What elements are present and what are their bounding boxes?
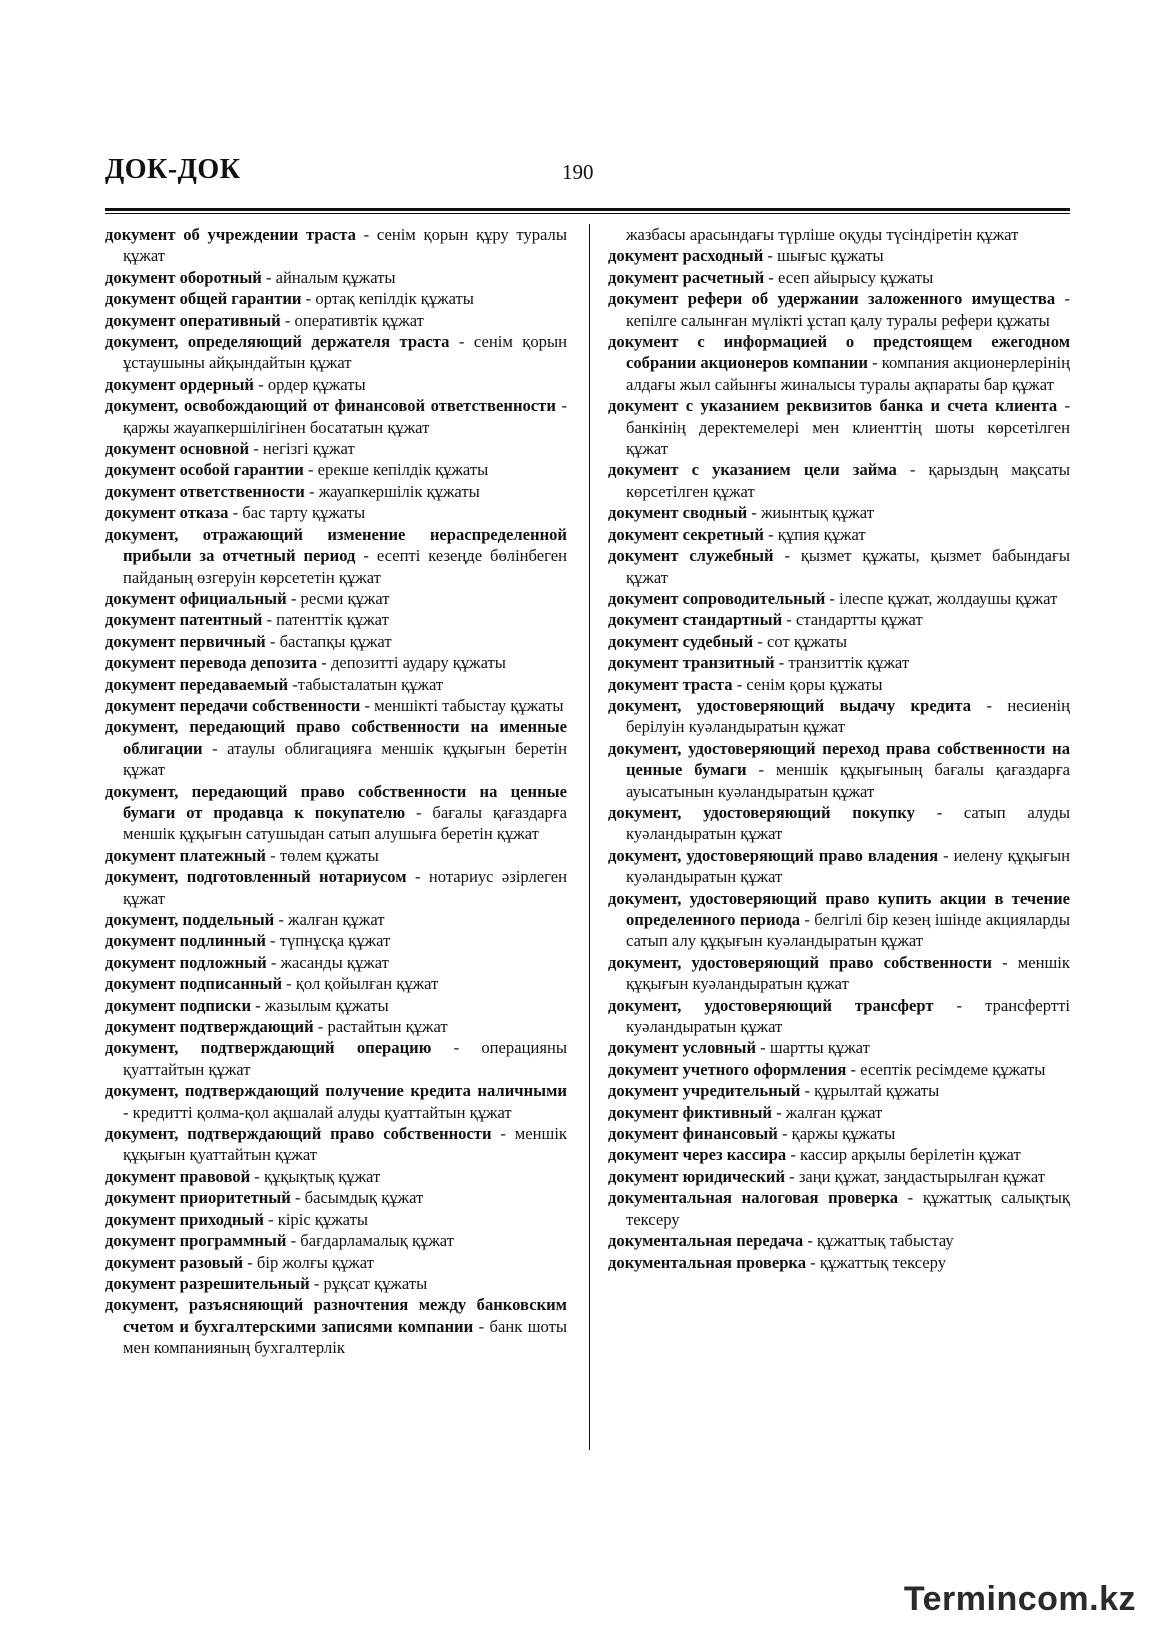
entry-definition: - есеп айырысу құжаты xyxy=(764,267,934,287)
entry-term: документ, подтверждающий право собственности xyxy=(105,1124,492,1144)
entry-definition: - банк шоты мен компанияның бухгалтерлік xyxy=(123,1316,567,1358)
dictionary-entry xyxy=(105,695,567,716)
dictionary-entry xyxy=(608,845,1070,888)
entry-term: документ передаваемый xyxy=(105,674,289,694)
entry-definition: - кассир арқылы берілетін құжат xyxy=(786,1145,1021,1165)
entry-definition: - қаржы жауапкершілігінен босататын құжат xyxy=(123,396,567,437)
entry-definition: - бағалы қағаздарға меншік құқығын сатушыдан сатып алушыға беретін құжат xyxy=(123,802,567,844)
dictionary-entry xyxy=(608,695,1070,738)
entry-term: документ особой гарантии xyxy=(105,460,304,480)
dictionary-entry xyxy=(105,909,567,930)
dictionary-entry xyxy=(105,310,567,331)
entry-term: документ приоритетный xyxy=(105,1188,291,1208)
dictionary-entry xyxy=(608,524,1070,545)
entry-term: документ траста xyxy=(608,674,733,694)
entry-definition: - құжаттық салықтық тексеру xyxy=(626,1188,1070,1229)
entry-definition: - белгілі бір кезең ішінде акцияларды сатып алу құқығын куәландыратын құжат xyxy=(626,910,1070,951)
entry-term: документ патентный xyxy=(105,610,263,630)
entry-definition: - сот құжаты xyxy=(753,631,847,651)
entry-term: документ официальный xyxy=(105,588,287,608)
dictionary-entry xyxy=(105,1037,567,1080)
entry-definition: - меншікті табыстау құжаты xyxy=(360,695,564,715)
entry-definition: - жалған құжат xyxy=(771,1102,883,1122)
dictionary-entry xyxy=(608,1080,1070,1101)
dictionary-entry xyxy=(608,674,1070,695)
entry-definition: - транзиттік құжат xyxy=(774,653,910,673)
continued-entry: жазбасы арасындағы түрліше оқуды түсіндіретін құжат xyxy=(626,225,1019,244)
entry-definition: - стандартты құжат xyxy=(782,610,923,630)
dictionary-entry xyxy=(105,1294,567,1358)
entry-definition: - ресми құжат xyxy=(286,588,390,608)
entry-term: документ сопроводительный xyxy=(608,588,826,608)
entry-term: документ об учреждении траста xyxy=(105,225,356,244)
entry-term: документальная налоговая проверка xyxy=(608,1188,899,1208)
entry-definition: - бағдарламалық құжат xyxy=(286,1231,454,1251)
dictionary-entry xyxy=(105,288,567,309)
dictionary-entry xyxy=(105,631,567,652)
entry-definition: - несиенің берілуін куәландыратын құжат xyxy=(626,695,1070,737)
entry-definition: -табысталатын құжат xyxy=(288,674,444,694)
entry-definition: - заңи құжат, заңдастырылған құжат xyxy=(785,1166,1046,1186)
entry-term: документ транзитный xyxy=(608,653,775,673)
entry-definition: - бас тарту құжаты xyxy=(228,503,366,523)
dictionary-entry xyxy=(105,1080,567,1123)
page-number: 190 xyxy=(562,160,594,184)
entry-term: документ юридический xyxy=(608,1166,786,1186)
entry-term: документ расходный xyxy=(608,246,764,266)
entry-term: документ с информацией о предстоящем ежегодном собрании акционеров компании xyxy=(608,332,1070,373)
dictionary-entry xyxy=(105,481,567,502)
entry-definition: - басымдық құжат xyxy=(290,1188,424,1208)
entry-definition: - оперативтік құжат xyxy=(280,310,424,330)
entry-term: документ условный xyxy=(608,1038,757,1058)
entry-definition: - депозитті аудару құжаты xyxy=(317,653,506,673)
dictionary-entry xyxy=(105,609,567,630)
entry-term: документ, определяющий держателя траста xyxy=(105,332,450,352)
entry-term: документ финансовый xyxy=(608,1124,778,1144)
dictionary-entry xyxy=(608,331,1070,395)
entry-term: документ, подтверждающий получение кредита наличными xyxy=(105,1081,567,1101)
dictionary-entry xyxy=(608,588,1070,609)
entry-definition: - төлем құжаты xyxy=(266,845,379,865)
entry-definition: - ілеспе құжат, жолдаушы құжат xyxy=(825,588,1058,608)
dictionary-entry xyxy=(105,652,567,673)
entry-definition: - трансфертті куәландыратын құжат xyxy=(626,995,1070,1037)
entry-term: документ, удостоверяющий переход права собственности на ценные бумаги xyxy=(608,738,1070,780)
entry-definition: - жалған құжат xyxy=(274,910,385,929)
entry-definition: - құжаттық тексеру xyxy=(806,1252,947,1272)
entry-term: документ, удостоверяющий право купить акции в течение определенного периода xyxy=(608,888,1070,929)
entry-definition: - банкінің деректемелері мен клиенттің шоты көрсетілген құжат xyxy=(626,396,1070,459)
dictionary-entry xyxy=(105,781,567,845)
entry-term: документ правовой xyxy=(105,1166,251,1186)
entry-term: документ служебный xyxy=(608,546,774,566)
entry-definition: - жасанды құжат xyxy=(266,952,389,972)
entry-term: документ учетного оформления xyxy=(608,1059,847,1079)
entry-term: документ, передающий право собственности на ценные бумаги от продавца к покупателю xyxy=(105,781,567,822)
entry-definition: - құрылтай құжаты xyxy=(800,1081,940,1101)
dictionary-entry xyxy=(608,502,1070,523)
dictionary-entry xyxy=(105,1123,567,1166)
entry-definition: - қол қойылған құжат xyxy=(282,974,439,994)
dictionary-entry xyxy=(608,1187,1070,1230)
dictionary-entry xyxy=(105,438,567,459)
entry-definition: - ерекше кепілдік құжаты xyxy=(303,460,489,480)
entry-definition: - кепілге салынған мүлікті ұстап қалу туралы рефери құжаты xyxy=(626,289,1070,330)
entry-definition: - меншік құқығын қуаттайтын құжат xyxy=(123,1124,567,1165)
entry-definition: - сенім қорын ұстаушыны айқындайтын құжат xyxy=(123,332,567,373)
entry-definition: - сенім қоры құжаты xyxy=(732,674,883,694)
entry-definition: - құпия құжат xyxy=(763,524,866,544)
entry-definition: - айналым құжаты xyxy=(261,267,396,287)
dictionary-entry xyxy=(608,1123,1070,1144)
entry-definition: - иелену құқығын куәландыратын құжат xyxy=(626,845,1070,887)
entry-term: документ первичный xyxy=(105,631,266,651)
entry-definition: - растайтын құжат xyxy=(313,1017,448,1037)
entry-definition: - рұқсат құжаты xyxy=(309,1273,428,1293)
dictionary-entry xyxy=(105,1252,567,1273)
dictionary-entry xyxy=(608,1059,1070,1080)
entry-definition: - ордер құжаты xyxy=(254,374,366,394)
entry-term: документ фиктивный xyxy=(608,1102,772,1122)
dictionary-entry xyxy=(608,1102,1070,1123)
entry-term: документ общей гарантии xyxy=(105,289,302,309)
entry-term: документальная проверка xyxy=(608,1252,807,1272)
dictionary-entry xyxy=(608,1252,1070,1273)
entry-term: документ основной xyxy=(105,439,250,459)
entry-term: документ, удостоверяющий право владения xyxy=(608,845,939,865)
entry-term: документ, передающий право собственности на именные облигации xyxy=(105,717,567,758)
dictionary-entry xyxy=(608,459,1070,502)
dictionary-entry xyxy=(105,866,567,909)
entry-term: документ, подтверждающий операцию xyxy=(105,1038,432,1058)
entry-definition: - есепті кезеңде бөлінбеген пайданың өзгеруін көрсететін құжат xyxy=(123,546,567,587)
entry-term: документ подлинный xyxy=(105,931,266,951)
entry-term: документ, поддельный xyxy=(105,910,275,929)
dictionary-entry xyxy=(105,930,567,951)
entry-term: документ отказа xyxy=(105,503,229,523)
entry-term: документ, освобождающий от финансовой ответственности xyxy=(105,396,556,416)
dictionary-entry xyxy=(608,288,1070,331)
entry-term: документ рефери об удержании заложенного имущества xyxy=(608,289,1056,309)
entry-definition: - ортақ кепілдік құжаты xyxy=(301,289,474,309)
entry-definition: - шығыс құжаты xyxy=(763,246,884,266)
dictionary-entry xyxy=(105,716,567,780)
header-rule xyxy=(105,208,1070,214)
entry-term: документ, отражающий изменение нераспределенной прибыли за отчетный период xyxy=(105,524,567,566)
entry-term: документ с указанием цели займа xyxy=(608,460,897,480)
entry-term: документ секретный xyxy=(608,524,764,544)
dictionary-entry xyxy=(105,459,567,480)
entry-term: документ ответственности xyxy=(105,481,305,501)
entry-term: документ оперативный xyxy=(105,310,281,330)
entry-term: документ подложный xyxy=(105,952,267,972)
dictionary-entry xyxy=(608,631,1070,652)
dictionary-entry xyxy=(608,802,1070,845)
dictionary-entry xyxy=(105,374,567,395)
dictionary-entry xyxy=(105,1016,567,1037)
dictionary-entry xyxy=(105,952,567,973)
dictionary-entry xyxy=(608,738,1070,802)
entry-term: документ разовый xyxy=(105,1252,244,1272)
dictionary-entry xyxy=(608,245,1070,266)
page-header-title: ДОК-ДОК xyxy=(105,154,241,185)
entry-definition: - патенттік құжат xyxy=(262,610,389,630)
entry-term: документ через кассира xyxy=(608,1145,787,1165)
dictionary-entry xyxy=(105,973,567,994)
entry-definition: - құқықтық құжат xyxy=(250,1166,381,1186)
entry-definition: - бір жолғы құжат xyxy=(243,1252,374,1272)
entry-definition: - меншік құқығының бағалы қағаздарға ауысатынын куәландыратын құжат xyxy=(626,760,1070,801)
dictionary-entry xyxy=(105,1187,567,1208)
entry-term: документ разрешительный xyxy=(105,1273,310,1293)
entry-term: документ ордерный xyxy=(105,374,254,394)
entry-term: документ стандартный xyxy=(608,610,783,630)
dictionary-entry xyxy=(608,395,1070,459)
entry-term: документ сводный xyxy=(608,503,748,523)
watermark-logo: Termincom.kz xyxy=(903,1580,1136,1618)
dictionary-entry xyxy=(105,1273,567,1294)
entry-term: документ программный xyxy=(105,1231,287,1251)
entry-term: документ судебный xyxy=(608,631,754,651)
dictionary-entry xyxy=(105,524,567,588)
entry-term: документ платежный xyxy=(105,845,266,865)
entry-term: документ учредительный xyxy=(608,1081,801,1101)
entry-definition: - компания акционерлерінің алдағы жыл сайынғы жиналысы туралы ақпараты бар құжат xyxy=(626,353,1071,394)
entry-definition: - құжаттық табыстау xyxy=(803,1231,954,1251)
dictionary-entry xyxy=(105,224,567,267)
dictionary-entry xyxy=(105,995,567,1016)
dictionary-entry xyxy=(105,674,567,695)
dictionary-entry xyxy=(608,1230,1070,1251)
entry-definition: - сенім қорын құру туралы құжат xyxy=(123,225,567,266)
dictionary-entry xyxy=(608,545,1070,588)
entry-definition: - есептік ресімдеме құжаты xyxy=(846,1059,1046,1079)
dictionary-entry xyxy=(608,888,1070,952)
entry-term: документ, удостоверяющий трансферт xyxy=(608,995,934,1015)
entry-term: документ, удостоверяющий право собственности xyxy=(608,952,992,972)
entry-definition: - түпнұсқа құжат xyxy=(265,931,391,951)
entry-definition: - жиынтық құжат xyxy=(747,503,874,523)
entry-term: документ перевода депозита xyxy=(105,653,318,673)
dictionary-entry xyxy=(105,1230,567,1251)
entry-definition: - кредитті қолма-қол ақшалай алуды қуаттайтын құжат xyxy=(123,1102,512,1122)
entry-term: документ, подготовленный нотариусом xyxy=(105,867,407,887)
entry-term: документальная передача xyxy=(608,1231,804,1251)
entry-term: документ передачи собственности xyxy=(105,695,361,715)
dictionary-entry xyxy=(608,995,1070,1038)
dictionary-entry xyxy=(608,609,1070,630)
entry-definition: - кіріс құжаты xyxy=(263,1209,369,1229)
dictionary-entry xyxy=(608,1144,1070,1165)
entry-term: документ, удостоверяющий покупку xyxy=(608,802,915,822)
entry-definition: - нотариус әзірлеген құжат xyxy=(123,867,567,908)
entry-definition: - жауапкершілік құжаты xyxy=(304,481,480,501)
dictionary-entry xyxy=(608,952,1070,995)
dictionary-entry xyxy=(105,1166,567,1187)
dictionary-entry xyxy=(105,1209,567,1230)
dictionary-entry xyxy=(105,502,567,523)
entry-term: документ расчетный xyxy=(608,267,765,287)
dictionary-entry xyxy=(608,652,1070,673)
entry-definition: - негізгі құжат xyxy=(249,439,355,459)
entry-definition: - атаулы облигацияға меншік құқығын беретін құжат xyxy=(123,738,567,780)
entry-term: документ подписанный xyxy=(105,974,283,994)
entry-definition: - операцияны қуаттайтын құжат xyxy=(123,1038,567,1079)
dictionary-entry xyxy=(608,1037,1070,1058)
dictionary-entry xyxy=(608,267,1070,288)
entry-term: документ оборотный xyxy=(105,267,262,287)
dictionary-entry xyxy=(105,845,567,866)
entry-term: документ с указанием реквизитов банка и счета клиента xyxy=(608,396,1058,416)
dictionary-entry xyxy=(105,588,567,609)
entry-definition: - меншік құқығын куәландыратын құжат xyxy=(626,952,1070,994)
entry-definition: - қызмет құжаты, қызмет бабындағы құжат xyxy=(626,546,1070,587)
entry-definition: - қарыздың мақсаты көрсетілген құжат xyxy=(626,460,1070,501)
dictionary-entry xyxy=(105,267,567,288)
entry-definition: - сатып алуды куәландыратын құжат xyxy=(626,802,1070,844)
dictionary-entry xyxy=(105,331,567,374)
entry-definition: - жазылым құжаты xyxy=(251,995,389,1015)
right-column xyxy=(608,224,1070,1273)
left-column xyxy=(105,224,567,1359)
entry-term: документ подписки xyxy=(105,995,252,1015)
dictionary-entry xyxy=(105,395,567,438)
entry-definition: - қаржы құжаты xyxy=(777,1124,896,1144)
entry-term: документ, разъясняющий разночтения между банковским счетом и бухгалтерскими записями компании xyxy=(105,1295,567,1336)
entry-definition: - шартты құжат xyxy=(756,1038,870,1058)
column-divider xyxy=(589,224,590,1450)
dictionary-entry xyxy=(608,1166,1070,1187)
entry-term: документ, удостоверяющий выдачу кредита xyxy=(608,695,972,715)
entry-definition: - бастапқы құжат xyxy=(265,631,392,651)
entry-term: документ приходный xyxy=(105,1209,264,1229)
entry-term: документ подтверждающий xyxy=(105,1017,314,1037)
